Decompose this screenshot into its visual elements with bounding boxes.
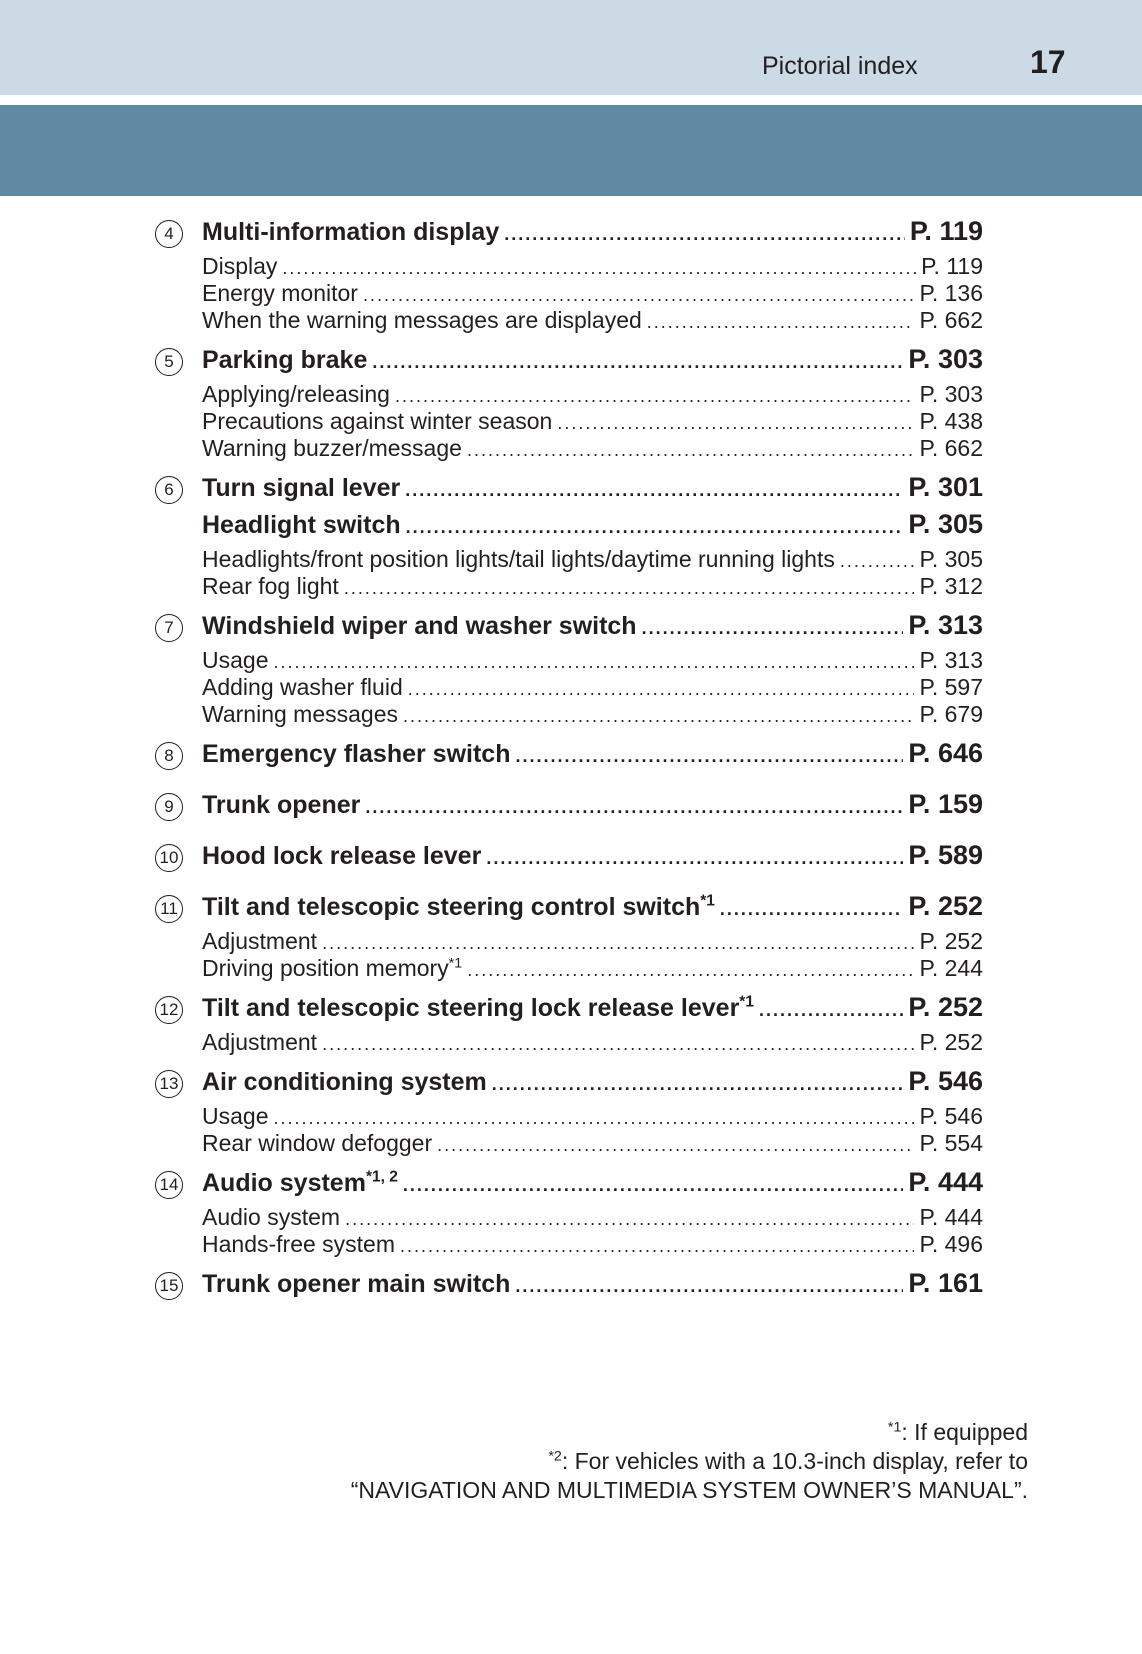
index-item[interactable] [202, 216, 983, 253]
index-item-text: Tilt and telescopic steering lock release lever [202, 994, 740, 1022]
page-reference[interactable]: P. 303 [919, 381, 983, 407]
index-subitem-text: Usage [202, 647, 269, 673]
dot-leader [759, 1000, 903, 1021]
page-reference[interactable]: P. 119 [909, 216, 983, 246]
index-subitem-text: Rear window defogger [202, 1130, 433, 1156]
index-subitem-text: Hands-free system [202, 1231, 396, 1257]
page-reference[interactable]: P. 597 [919, 674, 983, 700]
page-reference[interactable]: P. 301 [908, 472, 983, 502]
index-item-text: Emergency flasher switch [202, 740, 511, 768]
index-item-text: Turn signal lever [202, 474, 401, 502]
index-subitem-label [202, 647, 268, 674]
index-subitem-label [202, 307, 642, 334]
page-reference[interactable]: P. 438 [919, 408, 983, 434]
index-subitem-label [202, 1231, 395, 1258]
dot-leader [647, 312, 915, 333]
index-item-label [202, 474, 400, 503]
dot-leader [642, 618, 904, 639]
index-subitem[interactable] [202, 546, 983, 573]
index-item-label [202, 346, 367, 375]
page-reference[interactable]: P. 662 [919, 307, 983, 333]
dot-leader [406, 517, 904, 538]
index-subitem-text: Warning messages [202, 701, 399, 727]
index-entry [155, 840, 983, 877]
index-item[interactable] [202, 891, 983, 928]
callout-number-icon: 8 [155, 742, 183, 770]
index-item-text: Trunk opener main switch [202, 1270, 511, 1298]
index-subitem[interactable] [202, 1103, 983, 1130]
index-item-label [202, 1270, 510, 1299]
index-subitem[interactable] [202, 280, 983, 307]
index-subitem[interactable] [202, 435, 983, 462]
dot-leader [720, 899, 903, 920]
page-reference[interactable]: P. 646 [908, 738, 983, 768]
index-item[interactable] [202, 344, 983, 381]
dot-leader [322, 1034, 914, 1055]
index-item-text: Parking brake [202, 346, 368, 374]
page-reference[interactable]: P. 679 [919, 701, 983, 727]
index-subitem-text: Driving position memory [202, 955, 449, 981]
page-reference[interactable]: P. 546 [919, 1103, 983, 1129]
index-subitem-label [202, 253, 277, 280]
index-subitem-label [202, 408, 552, 435]
dot-leader [363, 285, 915, 306]
index-subitem[interactable] [202, 408, 983, 435]
index-subitem-label [202, 435, 462, 462]
index-subitem-text: Warning buzzer/message [202, 435, 462, 461]
index-subitem-label [202, 674, 403, 701]
page-reference[interactable]: P. 252 [919, 928, 983, 954]
dot-leader [322, 933, 914, 954]
page-reference[interactable]: P. 554 [919, 1130, 983, 1156]
index-subitem[interactable] [202, 1029, 983, 1056]
index-item-label [202, 511, 401, 540]
page-reference[interactable]: P. 313 [919, 647, 983, 673]
index-entry [155, 891, 983, 982]
callout-number-icon: 10 [155, 844, 183, 872]
callout-number-icon: 5 [155, 348, 183, 376]
page-reference[interactable]: P. 252 [908, 891, 983, 921]
page-reference[interactable]: P. 159 [908, 789, 983, 819]
page-reference[interactable]: P. 444 [919, 1204, 983, 1230]
index-subitem[interactable] [202, 573, 983, 600]
footnote-2 [351, 1447, 1028, 1476]
index-subitem[interactable] [202, 381, 983, 408]
footnote-ref: *1 [739, 993, 754, 1011]
page-number: 17 [1030, 44, 1066, 80]
callout-number-icon: 14 [155, 1171, 183, 1199]
index-item-text: Tilt and telescopic steering control switch [202, 893, 701, 921]
index-entry [155, 992, 983, 1056]
dot-leader [515, 746, 903, 767]
index-subitem[interactable] [202, 1204, 983, 1231]
footnote-2-line-2: “NAVIGATION AND MULTIMEDIA SYSTEM OWNER’S MANUAL”. [350, 1477, 1028, 1503]
dot-leader [492, 1074, 904, 1095]
dot-leader [395, 386, 915, 407]
callout-number-icon: 15 [155, 1272, 183, 1300]
index-item-label [202, 1169, 398, 1198]
index-item[interactable] [202, 610, 983, 647]
header-divider [0, 95, 1142, 105]
header-band [0, 0, 1142, 95]
footnote-2-text: : For vehicles with a 10.3-inch display, refer to [561, 1448, 1028, 1474]
index-subitem-text: Audio system [202, 1204, 341, 1230]
index-subitem-label [202, 928, 317, 955]
index-item-label [202, 740, 510, 769]
page-reference[interactable]: P. 662 [919, 435, 983, 461]
index-subitem-label [202, 701, 398, 728]
index-item[interactable] [202, 509, 983, 546]
page-reference[interactable]: P. 305 [919, 546, 983, 572]
page-reference[interactable]: P. 252 [908, 992, 983, 1022]
index-item[interactable] [202, 1066, 983, 1103]
index-item-text: Headlight switch [202, 511, 401, 539]
page-reference[interactable]: P. 546 [908, 1066, 983, 1096]
dot-leader [403, 706, 914, 727]
page-reference[interactable]: P. 312 [919, 573, 983, 599]
page-reference[interactable]: P. 244 [919, 955, 983, 981]
index-item-text: Air conditioning system [202, 1068, 487, 1096]
index-subitem[interactable] [202, 674, 983, 701]
page-reference[interactable]: P. 119 [921, 253, 983, 279]
index-subitem-text: Usage [202, 1103, 269, 1129]
footnote-ref: *1 [448, 955, 463, 972]
index-subitem-text: Headlights/front position lights/tail lights/daytime running lights [202, 546, 835, 572]
page-reference[interactable]: P. 303 [908, 344, 983, 374]
index-subitem[interactable] [202, 1130, 983, 1157]
index-item[interactable] [202, 789, 983, 826]
index-subitem[interactable] [202, 307, 983, 334]
callout-number-icon: 12 [155, 996, 183, 1024]
index-subitem-text: Display [202, 253, 278, 279]
dot-leader [273, 652, 914, 673]
callout-number-icon: 9 [155, 793, 183, 821]
callout-number-icon: 11 [155, 895, 183, 923]
index-subitem[interactable] [202, 1231, 983, 1258]
index-subitem[interactable] [202, 701, 983, 728]
index-item-text: Multi-information display [202, 218, 500, 246]
page-reference[interactable]: P. 444 [908, 1167, 983, 1197]
index-subitem-text: When the warning messages are displayed [202, 307, 642, 333]
index-subitem-label [202, 1029, 317, 1056]
index-item[interactable] [202, 738, 983, 775]
index-item[interactable] [202, 1167, 983, 1204]
footnote-1-mark: *1 [887, 1419, 902, 1436]
dot-leader [504, 224, 905, 245]
index-item[interactable] [202, 472, 983, 509]
index-subitem[interactable] [202, 253, 983, 280]
callout-number-icon: 7 [155, 614, 183, 642]
index-subitem-text: Adding washer fluid [202, 674, 403, 700]
index-entry [155, 1167, 983, 1258]
index-item-text: Windshield wiper and washer switch [202, 612, 637, 640]
dot-leader [403, 1175, 904, 1196]
dot-leader [437, 1135, 914, 1156]
index-item-text: Audio system [202, 1169, 366, 1197]
footnote-ref: *1, 2 [365, 1168, 398, 1186]
index-subitem[interactable] [202, 928, 983, 955]
index-subitem-text: Energy monitor [202, 280, 358, 306]
callout-number-icon: 13 [155, 1070, 183, 1098]
index-entry [155, 1066, 983, 1157]
dot-leader [365, 797, 903, 818]
dot-leader [345, 1209, 914, 1230]
index-item[interactable] [202, 1268, 983, 1305]
dot-leader [372, 352, 903, 373]
dot-leader [273, 1108, 914, 1129]
page-reference[interactable]: P. 252 [919, 1029, 983, 1055]
header-bar [0, 105, 1142, 196]
section-title: Pictorial index [762, 52, 918, 80]
index-entry [155, 789, 983, 826]
index-item-text: Hood lock release lever [202, 842, 482, 870]
index-item-label [202, 893, 715, 922]
index-subitem-label [202, 1204, 340, 1231]
index-subitem-text: Applying/releasing [202, 381, 390, 407]
index-subitem-label [202, 546, 835, 573]
index-subitem-text: Adjustment [202, 928, 318, 954]
index-item-text: Trunk opener [202, 791, 361, 819]
dot-leader [344, 578, 915, 599]
page-reference[interactable]: P. 161 [908, 1268, 983, 1298]
page-reference[interactable]: P. 589 [908, 840, 983, 870]
callout-number-icon: 4 [155, 220, 183, 248]
dot-leader [467, 440, 915, 461]
index-item[interactable] [202, 840, 983, 877]
index-entry [155, 344, 983, 462]
index-item-label [202, 994, 754, 1023]
index-subitem-label [202, 280, 358, 307]
index-subitem[interactable] [202, 647, 983, 674]
page-reference[interactable]: P. 496 [919, 1231, 983, 1257]
dot-leader [515, 1276, 903, 1297]
index-item[interactable] [202, 992, 983, 1029]
index-entry [155, 610, 983, 728]
index-entry [155, 1268, 983, 1305]
index-item-label [202, 218, 499, 247]
dot-leader [557, 413, 914, 434]
dot-leader [405, 480, 903, 501]
index-subitem-text: Precautions against winter season [202, 408, 553, 434]
footnote-2-mark: *2 [548, 1448, 562, 1465]
index-subitem-label [202, 381, 390, 408]
dot-leader [840, 551, 915, 572]
index-subitem-label [202, 1103, 268, 1130]
footnote-ref: *1 [700, 892, 715, 910]
dot-leader [408, 679, 915, 700]
index-subitem-label [202, 573, 339, 600]
footnote-1 [351, 1418, 1028, 1447]
index-subitem-text: Adjustment [202, 1029, 318, 1055]
footnotes [351, 1418, 1028, 1505]
page-reference[interactable]: P. 313 [908, 610, 983, 640]
index-item-label [202, 1068, 487, 1097]
index-subitem-text: Rear fog light [202, 573, 339, 599]
callout-number-icon: 6 [155, 476, 183, 504]
index-subitem[interactable] [202, 955, 983, 982]
index-item-label [202, 842, 481, 871]
index-entry [155, 216, 983, 334]
index-item-label [202, 791, 360, 820]
dot-leader [467, 960, 914, 981]
index-subitem-label [202, 1130, 432, 1157]
index-entry [155, 472, 983, 600]
pictorial-index-list [155, 216, 983, 1319]
footnote-1-text: : If equipped [901, 1419, 1028, 1445]
page-reference[interactable]: P. 305 [908, 509, 983, 539]
dot-leader [400, 1236, 914, 1257]
dot-leader [282, 258, 916, 279]
page-reference[interactable]: P. 136 [919, 280, 983, 306]
index-subitem-label [202, 955, 462, 982]
index-item-label [202, 612, 637, 641]
dot-leader [486, 848, 903, 869]
index-entry [155, 738, 983, 775]
